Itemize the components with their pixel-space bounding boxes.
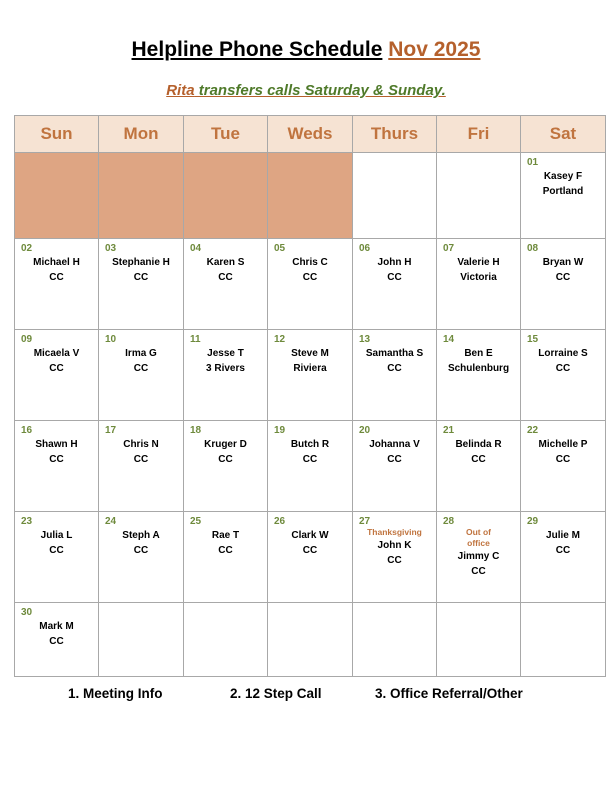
volunteer-location: Portland <box>542 186 584 197</box>
volunteer-location: CC <box>49 454 64 465</box>
volunteer-name: Kasey F <box>543 171 583 182</box>
calendar-day-cell <box>353 239 437 330</box>
calendar-day-cell <box>99 421 184 512</box>
weekday-header-row <box>15 116 606 153</box>
day-number: 24 <box>105 516 117 527</box>
day-number: 07 <box>443 243 455 254</box>
volunteer-name: Johanna V <box>369 439 420 450</box>
calendar-cell-empty <box>437 603 521 677</box>
calendar-day-cell <box>268 239 353 330</box>
volunteer-location: 3 Rivers <box>206 363 245 374</box>
calendar-day-cell <box>15 512 99 603</box>
calendar-day-cell <box>99 330 184 421</box>
calendar-day-cell <box>437 421 521 512</box>
volunteer-name: Rae T <box>211 530 240 541</box>
calendar-cell-empty <box>268 603 353 677</box>
volunteer-name: Lorraine S <box>538 348 588 359</box>
calendar-day-cell <box>268 421 353 512</box>
volunteer-name: Belinda R <box>455 439 502 450</box>
volunteer-location: CC <box>555 363 571 374</box>
volunteer-location: CC <box>471 454 486 465</box>
volunteer-location: CC <box>49 363 64 374</box>
weekday-header: Sun <box>15 116 99 153</box>
calendar-day-cell <box>521 512 606 603</box>
volunteer-location: CC <box>555 272 571 283</box>
volunteer-location: CC <box>302 545 318 556</box>
calendar-day-cell <box>521 330 606 421</box>
day-number: 23 <box>21 516 33 527</box>
calendar-week-row <box>15 153 606 239</box>
calendar-cell-outside-month <box>184 153 268 239</box>
day-number: 05 <box>274 243 286 254</box>
day-number: 28 <box>443 516 455 527</box>
day-number: 04 <box>190 243 202 254</box>
day-number: 02 <box>21 243 33 254</box>
volunteer-location: CC <box>387 555 402 566</box>
day-number: 19 <box>274 425 286 436</box>
calendar-day-cell <box>15 330 99 421</box>
calendar-week-row <box>15 330 606 421</box>
legend-item-meeting-info: 1. Meeting Info <box>68 686 163 701</box>
day-number: 01 <box>527 157 539 168</box>
calendar-week-row <box>15 603 606 677</box>
volunteer-location: Riviera <box>293 363 327 374</box>
volunteer-name: Steph A <box>122 530 160 541</box>
volunteer-name: Chris N <box>123 439 159 450</box>
day-number: 13 <box>359 334 371 345</box>
volunteer-location: CC <box>133 363 149 374</box>
volunteer-location: CC <box>555 454 571 465</box>
volunteer-location: CC <box>218 454 233 465</box>
volunteer-location: CC <box>387 272 402 283</box>
volunteer-location: CC <box>555 545 571 556</box>
calendar-day-cell <box>437 512 521 603</box>
volunteer-location: CC <box>49 545 64 556</box>
day-number: 30 <box>21 607 33 618</box>
page-title <box>0 38 612 62</box>
volunteer-name: Julia L <box>40 530 73 541</box>
weekday-header: Mon <box>99 116 184 153</box>
volunteer-name: Kruger D <box>204 439 247 450</box>
day-number: 20 <box>359 425 371 436</box>
calendar-cell-empty <box>99 603 184 677</box>
day-number: 12 <box>274 334 286 345</box>
day-number: 27 <box>359 516 371 527</box>
day-note: Out of office <box>465 527 492 548</box>
calendar-day-cell <box>15 239 99 330</box>
calendar-day-cell <box>15 603 99 677</box>
legend-item-12-step-call: 2. 12 Step Call <box>230 686 322 701</box>
day-number: 15 <box>527 334 539 345</box>
calendar-day-cell <box>437 330 521 421</box>
calendar-day-cell <box>353 512 437 603</box>
volunteer-name: Chris C <box>292 257 328 268</box>
volunteer-name: Julie M <box>546 530 580 541</box>
volunteer-location: CC <box>133 454 149 465</box>
volunteer-name: Mark M <box>39 621 74 632</box>
volunteer-name: Karen S <box>206 257 245 268</box>
weekday-header: Thurs <box>353 116 437 153</box>
legend-item-office-referral: 3. Office Referral/Other <box>375 686 523 701</box>
volunteer-location: CC <box>302 454 318 465</box>
volunteer-location: CC <box>218 272 233 283</box>
volunteer-name: Shawn H <box>35 439 78 450</box>
volunteer-location: Victoria <box>460 272 497 283</box>
volunteer-name: Ben E <box>464 348 493 359</box>
volunteer-name: Micaela V <box>33 348 80 359</box>
volunteer-name: Irma G <box>125 348 157 359</box>
calendar-cell-outside-month <box>268 153 353 239</box>
calendar-body <box>15 153 606 677</box>
volunteer-name: John H <box>377 257 412 268</box>
page-subtitle <box>0 82 612 99</box>
volunteer-location: CC <box>49 272 64 283</box>
calendar-cell-empty <box>521 603 606 677</box>
calendar-day-cell <box>353 330 437 421</box>
day-number: 26 <box>274 516 286 527</box>
weekday-header: Tue <box>184 116 268 153</box>
calendar-day-cell <box>521 239 606 330</box>
subtitle-name: Rita <box>166 82 195 99</box>
calendar-cell-outside-month <box>99 153 184 239</box>
volunteer-location: CC <box>218 545 233 556</box>
day-number: 21 <box>443 425 455 436</box>
title-month: Nov 2025 <box>388 38 481 61</box>
calendar-day-cell <box>184 421 268 512</box>
volunteer-location: CC <box>387 363 402 374</box>
volunteer-name: Butch R <box>290 439 330 450</box>
day-number: 06 <box>359 243 371 254</box>
volunteer-location: CC <box>471 566 486 577</box>
day-number: 08 <box>527 243 539 254</box>
volunteer-name: Stephanie H <box>112 257 170 268</box>
volunteer-location: Schulenburg <box>447 363 510 374</box>
calendar-cell-empty <box>353 603 437 677</box>
calendar-day-cell <box>184 239 268 330</box>
calendar-day-cell <box>353 421 437 512</box>
volunteer-location: CC <box>49 636 64 647</box>
calendar-day-cell <box>268 330 353 421</box>
day-number: 11 <box>190 334 201 345</box>
day-note: Thanksgiving <box>367 527 422 537</box>
volunteer-name: Valerie H <box>457 257 500 268</box>
calendar-week-row <box>15 239 606 330</box>
calendar-day-cell <box>268 512 353 603</box>
day-number: 22 <box>527 425 539 436</box>
volunteer-name: Samantha S <box>365 348 424 359</box>
title-text: Helpline Phone Schedule <box>131 38 383 61</box>
calendar-week-row <box>15 421 606 512</box>
day-number: 25 <box>190 516 202 527</box>
calendar-day-cell <box>437 239 521 330</box>
subtitle-rest: transfers calls Saturday & Sunday. <box>194 82 446 99</box>
weekday-header: Weds <box>268 116 353 153</box>
day-number: 10 <box>105 334 117 345</box>
day-number: 14 <box>443 334 455 345</box>
calendar-day-cell <box>521 421 606 512</box>
volunteer-name: Bryan W <box>542 257 584 268</box>
volunteer-name: Clark W <box>291 530 329 541</box>
calendar-cell-empty <box>184 603 268 677</box>
day-number: 29 <box>527 516 539 527</box>
volunteer-name: Michael H <box>33 257 80 268</box>
day-number: 18 <box>190 425 202 436</box>
calendar-cell-empty <box>437 153 521 239</box>
calendar-day-cell <box>521 153 606 239</box>
day-number: 09 <box>21 334 33 345</box>
volunteer-location: CC <box>133 545 149 556</box>
volunteer-name: John K <box>377 540 412 551</box>
calendar-day-cell <box>184 512 268 603</box>
volunteer-location: CC <box>302 272 318 283</box>
volunteer-name: Steve M <box>291 348 329 359</box>
weekday-header: Fri <box>437 116 521 153</box>
calendar-day-cell <box>99 239 184 330</box>
weekday-header: Sat <box>521 116 606 153</box>
day-number: 16 <box>21 425 33 436</box>
day-number: 17 <box>105 425 117 436</box>
calendar-cell-empty <box>353 153 437 239</box>
volunteer-location: CC <box>387 454 402 465</box>
volunteer-name: Jimmy C <box>457 551 500 562</box>
calendar-week-row <box>15 512 606 603</box>
volunteer-name: Jesse T <box>207 348 244 359</box>
calendar-day-cell <box>184 330 268 421</box>
calendar-grid <box>14 115 606 677</box>
calendar-cell-outside-month <box>15 153 99 239</box>
day-number: 03 <box>105 243 117 254</box>
volunteer-name: Michelle P <box>538 439 588 450</box>
volunteer-location: CC <box>133 272 149 283</box>
calendar-day-cell <box>15 421 99 512</box>
calendar-day-cell <box>99 512 184 603</box>
